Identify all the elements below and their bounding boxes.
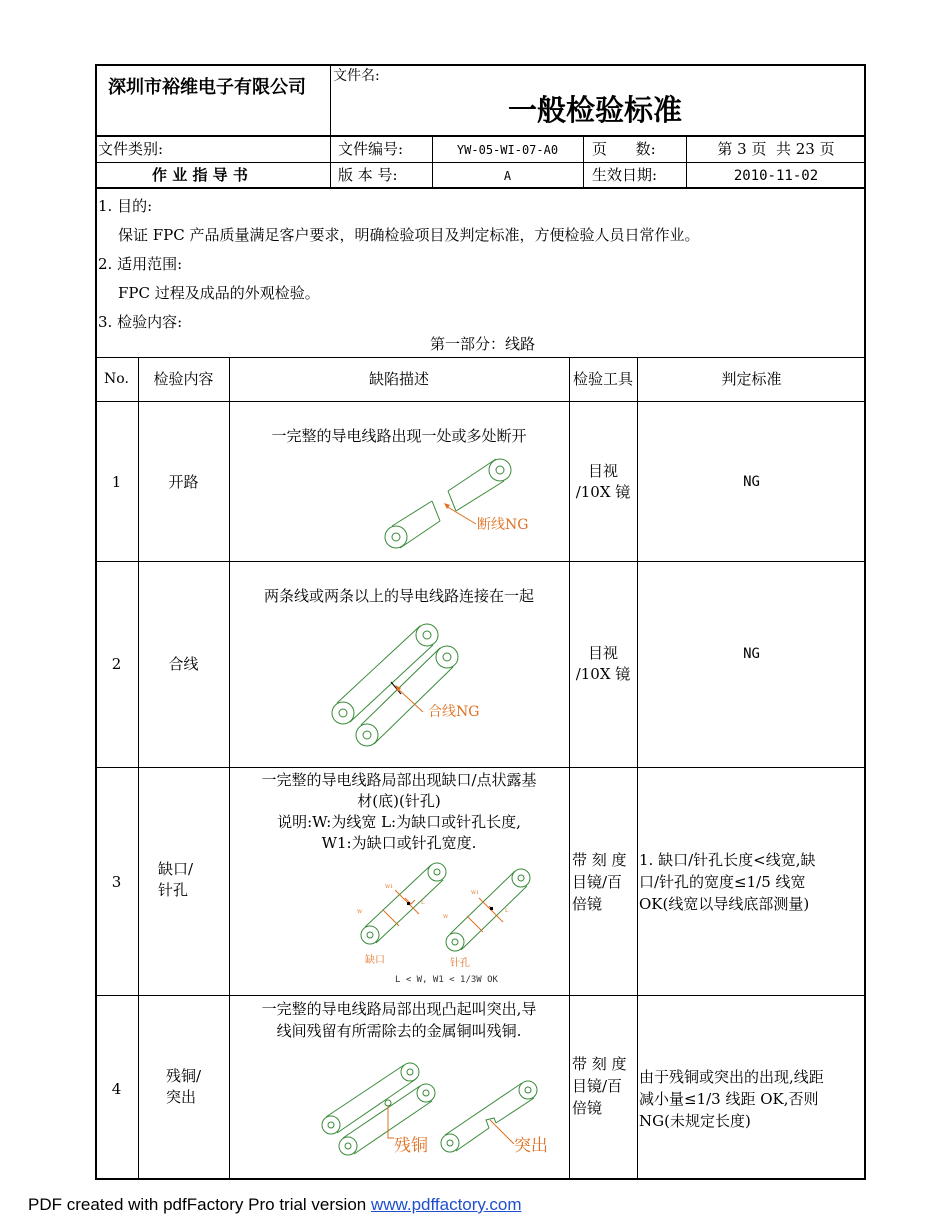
row-3-pinhole-label: 针孔 [450,958,470,969]
pdf-footer [28,1195,522,1215]
effective-date-value: 2010-11-02 [733,168,819,184]
version-label: 版 本 号: [338,166,398,184]
doc-no-value: YW-05-WI-07-A0 [456,143,559,157]
row-1-judgement: NG [743,474,760,490]
notch-pinhole-diagram [355,860,535,955]
row-1-description: 一完整的导电线路出现一处或多处断开 [271,427,527,445]
svg-text:W: W [443,914,449,920]
table-top-line [95,357,866,358]
header-bottom-divider [95,187,866,189]
file-name-label: 文件名: [333,68,380,84]
footer-link[interactable]: www.pdffactory.com [370,1195,522,1214]
document-title: 一般检验标准 [507,93,682,127]
table-row-line [95,995,866,996]
scope-heading: 2. 适用范围: [98,255,183,273]
table-row-line [95,561,866,562]
row-4-judgement: 由于残铜或突出的出现,线距 减小量≤1/3 线距 OK,否则 NG(未规定长度) [639,1068,824,1130]
row-4-residual-label: 残铜 [394,1136,428,1156]
row-4-protrusion-label: 突出 [514,1136,548,1156]
short-circuit-diagram [325,620,475,750]
doc-no-label: 文件编号: [338,140,404,158]
header-divider [95,135,866,137]
effective-date-label: 生效日期: [592,166,658,184]
row-2-description: 两条线或两条以上的导电线路连接在一起 [263,587,534,605]
row-3-notch-label: 缺口 [365,955,385,966]
row-1-item: 开路 [168,473,199,491]
category-label: 文件类别: [98,140,164,158]
svg-text:W1: W1 [471,890,480,896]
row-2-judgement: NG [743,646,760,662]
row-3-item: 缺口/ 针孔 [158,860,194,899]
version-value: A [503,169,512,183]
table-header-line [95,401,866,402]
svg-text:W: W [357,909,363,915]
row-1-tool: 目视 /10X 镜 [575,462,631,501]
content-heading: 3. 检验内容: [98,313,183,331]
row-2-diagram-label: 合线NG [428,704,480,720]
row-2-item: 合线 [168,655,199,673]
table-col-line [229,357,230,1180]
pages-label: 页 数: [592,140,656,158]
row-4-item: 残铜/ 突出 [166,1067,202,1106]
open-circuit-diagram [370,450,560,555]
header-col-divider [330,64,331,187]
row-4-no: 4 [111,1080,122,1098]
row-2-tool: 目视 /10X 镜 [575,644,631,683]
col-header-item: 检验内容 [153,370,214,388]
col-header-tool: 检验工具 [572,370,633,388]
svg-text:L: L [421,900,425,906]
residual-copper-diagram [318,1058,543,1163]
row-1-diagram-label: 断线NG [477,517,529,533]
purpose-text: 保证 FPC 产品质量满足客户要求，明确检验项目及判定标准，方便检验人员日常作业。 [118,226,700,244]
header-row-divider [95,162,866,163]
row-3-formula: L < W, W1 < 1/3W OK [395,975,498,985]
footer-text: PDF created with pdfFactory Pro trial version [28,1195,371,1214]
col-header-description: 缺陷描述 [368,370,429,388]
category-value: 作 业 指 导 书 [152,166,248,184]
header-col-divider [583,135,584,187]
row-4-description: 一完整的导电线路局部出现凸起叫突出,导 线间残留有所需除去的金属铜叫残铜. [261,1000,537,1040]
row-3-judgement: 1. 缺口/针孔长度<线宽,缺 口/针孔的宽度≤1/5 线宽 OK(线宽以导线底部测量) [639,851,816,913]
company-name: 深圳市裕维电子有限公司 [108,77,306,98]
row-1-no: 1 [111,473,122,491]
pages-value: 第 3 页 共 23 页 [717,140,835,158]
row-3-description: 一完整的导电线路局部出现缺口/点状露基 材(底)(针孔) 说明:W:为线宽 L:为缺口或针孔长度, W1:为缺口或针孔宽度. [261,771,537,852]
table-row-line [95,767,866,768]
svg-text:W1: W1 [385,884,394,890]
row-3-no: 3 [111,873,122,891]
row-3-tool: 带 刻 度 目镜/百 倍镜 [572,851,627,913]
purpose-heading: 1. 目的: [98,197,153,215]
scope-text: FPC 过程及成品的外观检验。 [118,284,320,302]
row-2-no: 2 [111,655,122,673]
svg-text:L: L [505,908,509,914]
col-header-no: No. [104,371,129,387]
part-title: 第一部分：线路 [430,335,536,353]
col-header-judgement: 判定标准 [721,370,782,388]
row-4-tool: 带 刻 度 目镜/百 倍镜 [572,1055,627,1117]
